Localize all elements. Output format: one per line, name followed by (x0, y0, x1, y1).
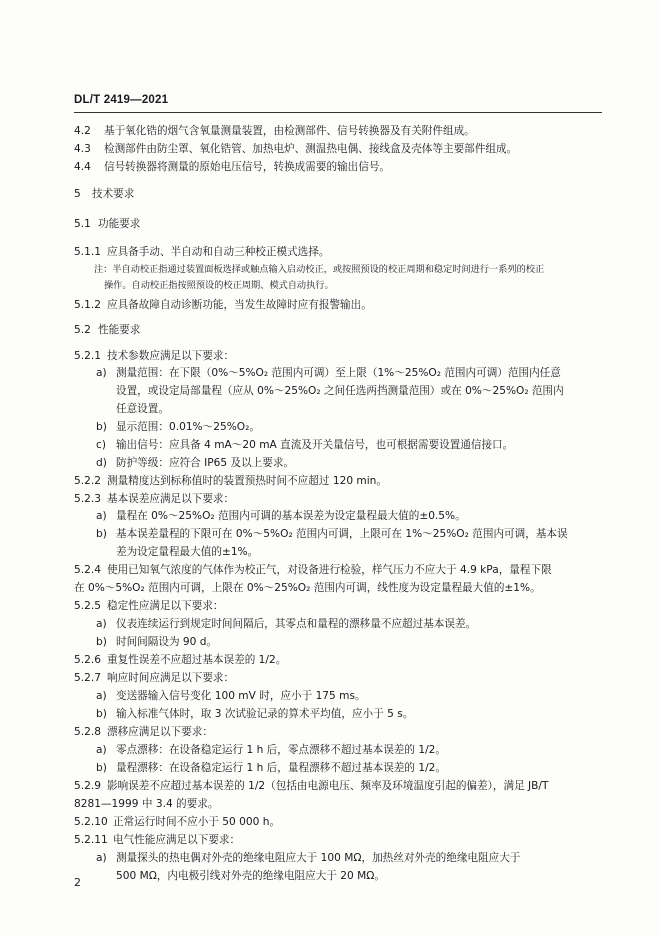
clause-number: 4.4 (74, 161, 91, 173)
clause-text: 在 0%～5%O₂ 范围内可调，上限在 0%～25%O₂ 范围内可调，线性度为设定量程最大值的±1%。 (74, 582, 541, 594)
clause-number: 5.1.2 (74, 299, 101, 311)
clause-number: 5.2.7 (74, 672, 101, 684)
chapter-title: 技术要求 (92, 188, 135, 200)
list-item-text: 设置，或设定局部量程（应从 0%～25%O₂ 之间任选两挡测量范围）或在 0%～25%O₂ 范围内 (116, 385, 564, 397)
clause-text: 重复性误差不应超过基本误差的 1/2。 (107, 654, 287, 666)
note-text: 注：半自动校正指通过装置面板选择或触点输入启动校正，或按照预设的校正周期和稳定时间进行一系列的校正 (94, 264, 545, 275)
standard-code-header: DL/T 2419—2021 (74, 94, 169, 106)
clause-text: 8281—1999 中 3.4 的要求。 (74, 798, 219, 810)
clause-number: 5.2.9 (74, 780, 101, 792)
list-item-text: 零点漂移：在设备稳定运行 1 h 后，零点漂移不超过基本误差的 1/2。 (116, 744, 447, 756)
clause-number: 4.3 (74, 143, 91, 155)
list-marker: d) (96, 457, 107, 469)
list-item-text: 500 MΩ，内电极引线对外壳的绝缘电阻应大于 20 MΩ。 (116, 870, 385, 882)
clause-number: 5.2.6 (74, 654, 101, 666)
clause-text: 应具备手动、半自动和自动三种校正模式选择。 (107, 246, 330, 258)
list-marker: a) (96, 618, 107, 630)
clause-text: 响应时间应满足以下要求： (107, 672, 235, 684)
list-item-text: 量程在 0%～25%O₂ 范围内可调的基本误差为设定量程最大值的±0.5%。 (116, 510, 466, 522)
clause-text: 基于氧化锆的烟气含氧量测量装置，由检测部件、信号转换器及有关附件组成。 (104, 125, 475, 137)
clause-number: 5.2.5 (74, 600, 101, 612)
clause-text: 使用已知氧气浓度的气体作为校正气，对设备进行检验，样气压力不应大于 4.9 kPa，量程下限 (107, 564, 552, 576)
list-item-text: 任意设置。 (116, 403, 169, 415)
chapter-number: 5 (74, 188, 81, 200)
list-marker: b) (96, 762, 107, 774)
list-marker: a) (96, 367, 107, 379)
list-item-text: 输入标准气体时，取 3 次试验记录的算术平均值，应小于 5 s。 (116, 708, 414, 720)
clause-text: 漂移应满足以下要求： (107, 726, 213, 738)
section-title: 性能要求 (98, 324, 141, 336)
list-item-text: 量程漂移：在设备稳定运行 1 h 后，量程漂移不超过基本误差的 1/2。 (116, 762, 447, 774)
clause-number: 5.2.11 (74, 834, 108, 846)
clause-number: 5.2.4 (74, 564, 101, 576)
list-marker: b) (96, 528, 107, 540)
list-marker: a) (96, 690, 107, 702)
list-marker: b) (96, 421, 107, 433)
list-item-text: 变送器输入信号变化 100 mV 时，应小于 175 ms。 (116, 690, 366, 702)
clause-text: 检测部件由防尘罩、氧化锆管、加热电炉、测温热电偶、接线盒及壳体等主要部件组成。 (104, 143, 518, 155)
list-item-text: 显示范围：0.01%～25%O₂。 (116, 421, 260, 433)
clause-text: 稳定性应满足以下要求： (107, 600, 224, 612)
list-marker: a) (96, 510, 107, 522)
clause-text: 基本误差应满足以下要求： (107, 493, 235, 505)
section-number: 5.1 (74, 218, 91, 230)
list-marker: b) (96, 636, 107, 648)
clause-number: 5.2.8 (74, 726, 101, 738)
clause-text: 影响误差不应超过基本误差的 1/2（包括由电源电压、频率及环境温度引起的偏差），满足 JB/T (107, 780, 549, 792)
clause-number: 4.2 (74, 125, 91, 137)
page-number: 2 (74, 876, 81, 889)
clause-number: 5.2.3 (74, 493, 101, 505)
list-marker: c) (96, 439, 106, 451)
clause-text: 应具备故障自动诊断功能，当发生故障时应有报警输出。 (107, 299, 372, 311)
clause-number: 5.2.10 (74, 816, 108, 828)
section-number: 5.2 (74, 324, 91, 336)
list-marker: b) (96, 708, 107, 720)
clause-text: 测量精度达到标称值时的装置预热时间不应超过 120 min。 (107, 475, 387, 487)
clause-text: 电气性能应满足以下要求： (113, 834, 241, 846)
list-item-text: 基本误差量程的下限可在 0%～5%O₂ 范围内可调，上限可在 1%～25%O₂ 范围内可调，基本误 (116, 528, 568, 540)
clause-number: 5.2.1 (74, 350, 101, 362)
list-item-text: 差为设定量程最大值的±1%。 (116, 546, 259, 558)
list-marker: a) (96, 744, 107, 756)
list-item-text: 输出信号：应具备 4 mA～20 mA 直流及开关量信号，也可根据需要设置通信接口。 (116, 439, 514, 451)
clause-text: 正常运行时间不应小于 50 000 h。 (113, 816, 281, 828)
clause-text: 信号转换器将测量的原始电压信号，转换成需要的输出信号。 (104, 161, 391, 173)
list-item-text: 时间间隔设为 90 d。 (116, 636, 218, 648)
list-item-text: 测量探头的热电偶对外壳的绝缘电阻应大于 100 MΩ，加热丝对外壳的绝缘电阻应大于 (116, 852, 521, 864)
note-text: 操作。自动校正指按照预设的校正周期、模式自动执行。 (104, 280, 334, 291)
clause-text: 技术参数应满足以下要求： (107, 350, 235, 362)
clause-number: 5.1.1 (74, 246, 101, 258)
clause-number: 5.2.2 (74, 475, 101, 487)
section-title: 功能要求 (98, 218, 141, 230)
list-marker: a) (96, 852, 107, 864)
list-item-text: 仪表连续运行到规定时间间隔后，其零点和量程的漂移量不应超过基本误差。 (116, 618, 477, 630)
list-item-text: 防护等级：应符合 IP65 及以上要求。 (116, 457, 295, 469)
list-item-text: 测量范围：在下限（0%～5%O₂ 范围内可调）至上限（1%～25%O₂ 范围内可调）范围内任意 (116, 367, 561, 379)
